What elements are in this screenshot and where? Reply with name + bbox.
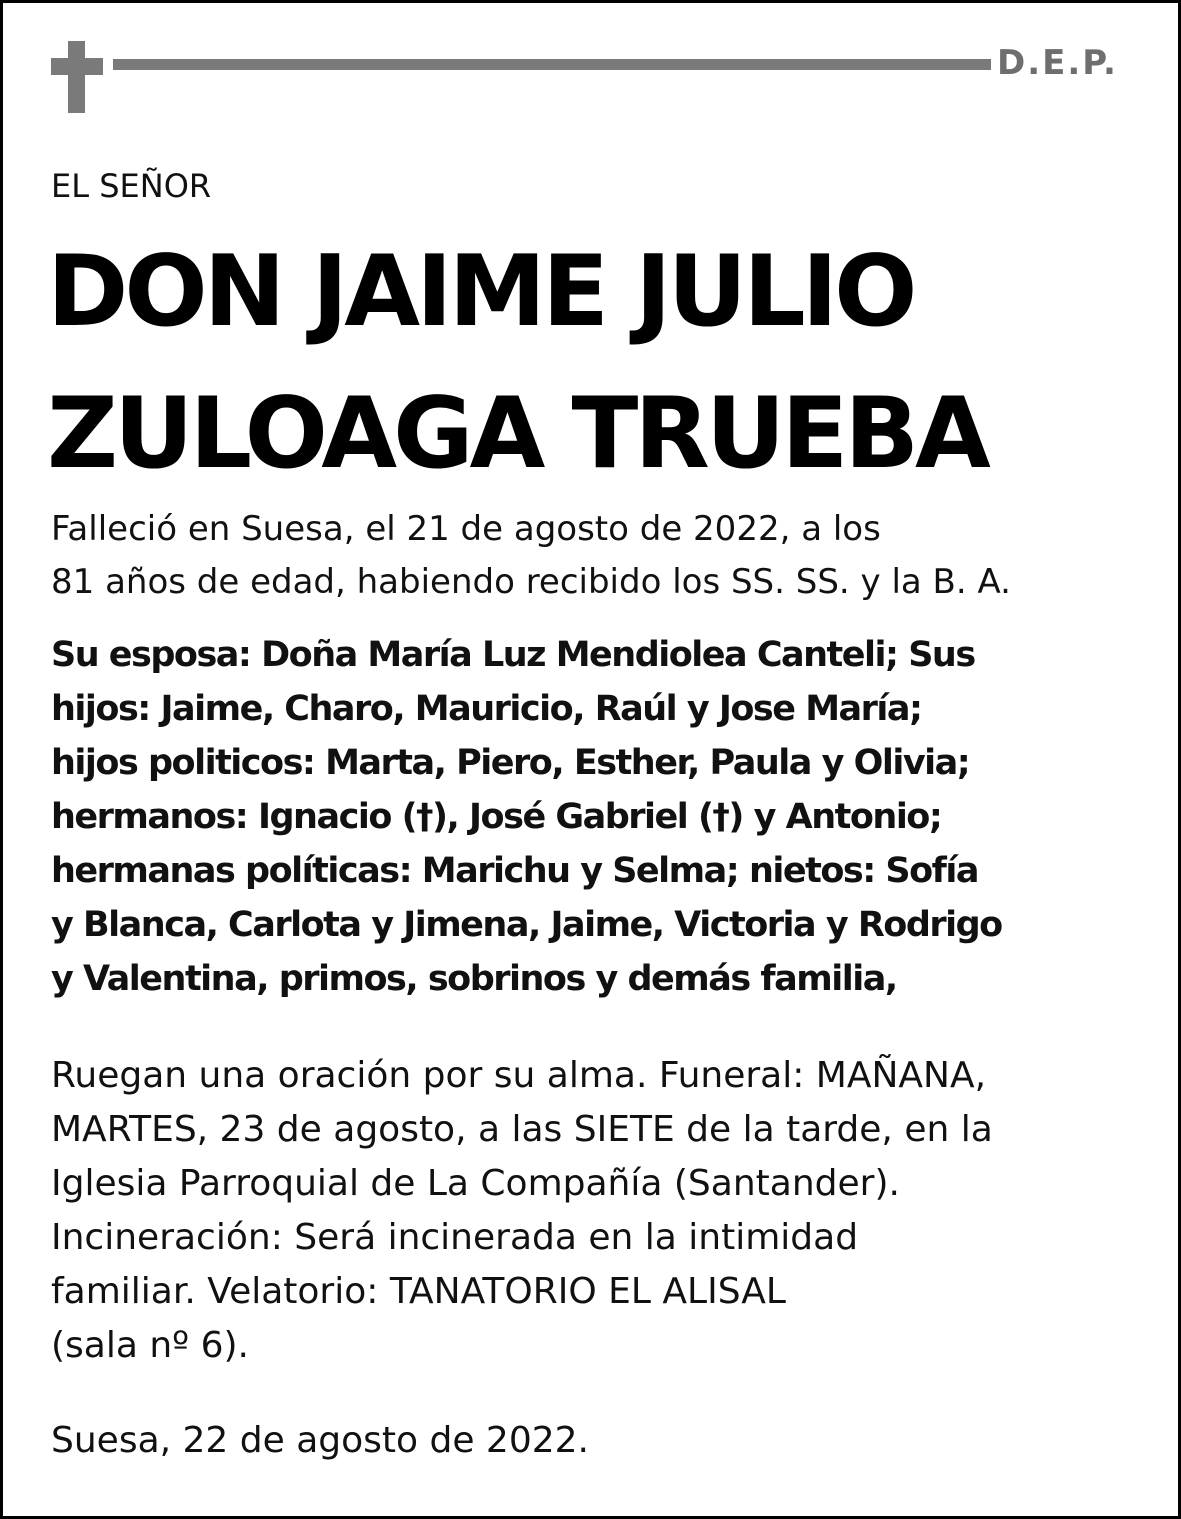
funeral-line: (sala nº 6). xyxy=(51,1325,249,1366)
family-line: Su esposa: Doña María Luz Mendiolea Canteli; Sus xyxy=(51,635,975,675)
dateline: Suesa, 22 de agosto de 2022. xyxy=(51,1420,589,1461)
dep-label: D.E.P. xyxy=(997,43,1118,83)
family-line: hijos politicos: Marta, Piero, Esther, Paula y Olivia; xyxy=(51,743,970,783)
family-list xyxy=(51,628,1002,1006)
family-line: hijos: Jaime, Charo, Mauricio, Raúl y Jose María; xyxy=(51,689,922,729)
name-line: DON JAIME JULIO xyxy=(47,235,914,349)
death-line: Falleció en Suesa, el 21 de agosto de 2022, a los xyxy=(51,509,881,549)
family-line: y Valentina, primos, sobrinos y demás familia, xyxy=(51,959,897,999)
family-line: hermanas políticas: Marichu y Selma; nietos: Sofía xyxy=(51,851,978,891)
funeral-line: Ruegan una oración por su alma. Funeral: MAÑANA, xyxy=(51,1055,987,1096)
funeral-line: familiar. Velatorio: TANATORIO EL ALISAL xyxy=(51,1271,786,1312)
cross-icon xyxy=(51,41,103,113)
family-line: y Blanca, Carlota y Jimena, Jaime, Victoria y Rodrigo xyxy=(51,905,1002,945)
death-statement xyxy=(51,503,1011,609)
honorific: EL SEÑOR xyxy=(51,167,212,205)
header-rule xyxy=(113,59,991,70)
funeral-line: Incineración: Será incinerada en la intimidad xyxy=(51,1217,859,1258)
name-line: ZULOAGA TRUEBA xyxy=(47,377,987,491)
funeral-details xyxy=(51,1049,993,1373)
family-line: hermanos: Ignacio (†), José Gabriel (†) y Antonio; xyxy=(51,797,942,837)
death-line: 81 años de edad, habiendo recibido los SS. SS. y la B. A. xyxy=(51,562,1011,602)
funeral-line: Iglesia Parroquial de La Compañía (Santander). xyxy=(51,1163,900,1204)
funeral-line: MARTES, 23 de agosto, a las SIETE de la tarde, en la xyxy=(51,1109,993,1150)
deceased-name xyxy=(47,221,987,505)
